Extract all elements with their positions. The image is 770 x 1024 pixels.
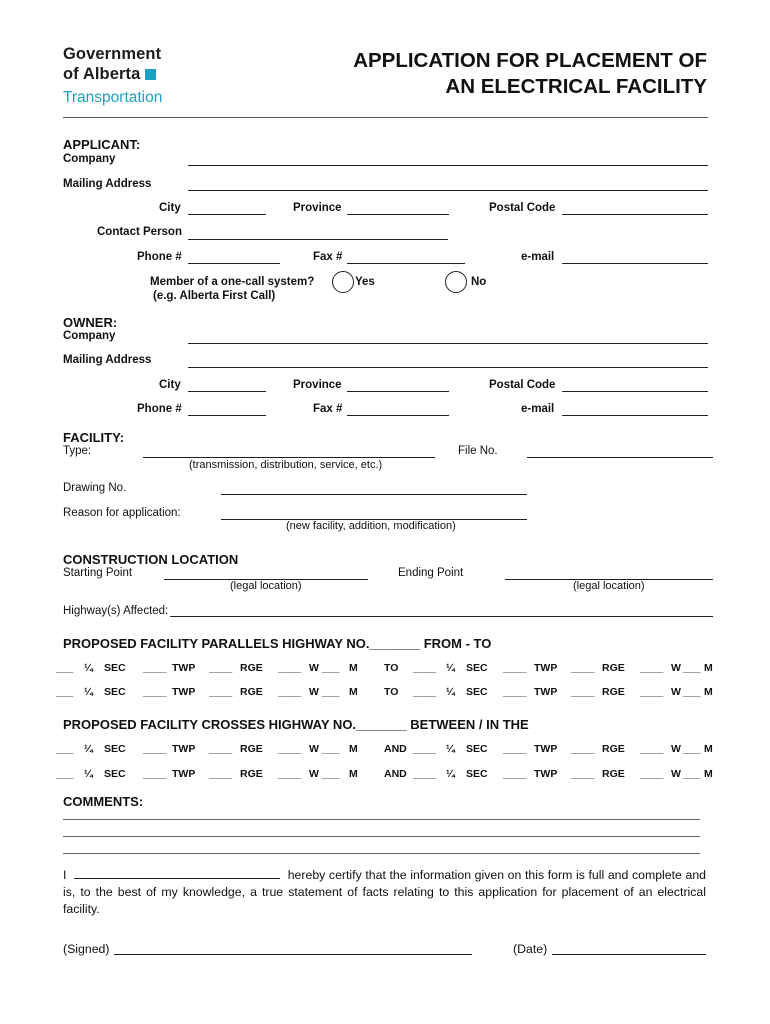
crosses-row-2-m[interactable]: ___ xyxy=(322,768,340,780)
applicant-fax-field[interactable] xyxy=(347,263,465,264)
applicant-phone-label: Phone # xyxy=(137,251,182,263)
applicant-fax-label: Fax # xyxy=(313,251,343,263)
crosses-row-1-sec-label: SEC xyxy=(104,743,126,755)
drawing-no-label: Drawing No. xyxy=(63,482,127,494)
facility-type-hint: (transmission, distribution, service, etc.) xyxy=(189,459,383,471)
parallels-heading: PROPOSED FACILITY PARALLELS HIGHWAY NO._______ FROM - TO xyxy=(63,636,492,651)
crosses-row-2-twp2-label: TWP xyxy=(534,768,558,780)
crosses-row-2-w[interactable]: ____ xyxy=(278,768,302,780)
parallels-row-2-twp[interactable]: ____ xyxy=(143,686,167,698)
crosses-row-1-m2[interactable]: ___ xyxy=(683,743,701,755)
parallels-row-2-twp2[interactable]: ____ xyxy=(503,686,527,698)
parallels-row-1-rge[interactable]: ____ xyxy=(209,662,233,674)
crosses-row-2-twp[interactable]: ____ xyxy=(143,768,167,780)
reason-label: Reason for application: xyxy=(63,507,181,519)
parallels-row-2-rge2[interactable]: ____ xyxy=(571,686,595,698)
yes-label: Yes xyxy=(355,276,375,288)
crosses-row-2-w-label: W xyxy=(309,768,319,780)
comments-line-2[interactable] xyxy=(63,836,700,837)
crosses-row-1-m[interactable]: ___ xyxy=(322,743,340,755)
ending-legal-hint: (legal location) xyxy=(573,580,645,592)
certification-text xyxy=(63,867,706,918)
crosses-row-2-q2[interactable]: ____ xyxy=(413,768,437,780)
certification-name-field[interactable] xyxy=(74,867,280,879)
form-title xyxy=(353,48,707,100)
parallels-row-2-m-label: M xyxy=(349,686,358,698)
parallels-row-1-quarter2: ¼ xyxy=(446,662,455,674)
parallels-row-1-m[interactable]: ___ xyxy=(322,662,340,674)
crosses-row-2-w2[interactable]: ____ xyxy=(640,768,664,780)
one-call-label: Member of a one-call system? xyxy=(150,276,315,288)
parallels-row-1-w[interactable]: ____ xyxy=(278,662,302,674)
crosses-row-1-w2[interactable]: ____ xyxy=(640,743,664,755)
parallels-row-1-rge-label: RGE xyxy=(240,662,263,674)
applicant-province-label: Province xyxy=(293,202,342,214)
parallels-row-1-m-label: M xyxy=(349,662,358,674)
crosses-row-2-rge[interactable]: ____ xyxy=(209,768,233,780)
parallels-row-1-twp2-label: TWP xyxy=(534,662,558,674)
owner-heading: OWNER: xyxy=(63,315,118,330)
parallels-row-2-sec2-label: SEC xyxy=(466,686,488,698)
parallels-row-2-twp-label: TWP xyxy=(172,686,196,698)
owner-email-field[interactable] xyxy=(562,415,708,416)
crosses-row-1-rge2-label: RGE xyxy=(602,743,625,755)
parallels-row-2-m2[interactable]: ___ xyxy=(683,686,701,698)
parallels-row-2-sec-label: SEC xyxy=(104,686,126,698)
crosses-row-1-rge[interactable]: ____ xyxy=(209,743,233,755)
crosses-row-1-twp-label: TWP xyxy=(172,743,196,755)
form-title-line1: APPLICATION FOR PLACEMENT OF xyxy=(353,49,707,72)
parallels-row-2-w2-label: W xyxy=(671,686,681,698)
applicant-postal-label: Postal Code xyxy=(489,202,556,214)
crosses-row-1-rge-label: RGE xyxy=(240,743,263,755)
crosses-row-1-m2-label: M xyxy=(704,743,713,755)
comments-heading: COMMENTS: xyxy=(63,794,144,809)
logo-transportation: Transportation xyxy=(63,89,163,106)
crosses-row-1-quarter: ¼ xyxy=(84,743,93,755)
starting-point-label: Starting Point xyxy=(63,567,133,579)
highways-field[interactable] xyxy=(170,616,713,617)
applicant-postal-field[interactable] xyxy=(562,214,708,215)
date-label: (Date) xyxy=(513,942,548,956)
parallels-row-2-m[interactable]: ___ xyxy=(322,686,340,698)
owner-province-label: Province xyxy=(293,379,342,391)
parallels-row-2-rge[interactable]: ____ xyxy=(209,686,233,698)
parallels-row-2-rge2-label: RGE xyxy=(602,686,625,698)
parallels-row-1-rge2-label: RGE xyxy=(602,662,625,674)
form-title-line2: AN ELECTRICAL FACILITY xyxy=(445,75,707,98)
crosses-row-1-m-label: M xyxy=(349,743,358,755)
parallels-row-1-rge2[interactable]: ____ xyxy=(571,662,595,674)
parallels-row-1-twp2[interactable]: ____ xyxy=(503,662,527,674)
parallels-row-2-m2-label: M xyxy=(704,686,713,698)
starting-legal-hint: (legal location) xyxy=(230,580,302,592)
crosses-row-2-quarter: ¼ xyxy=(84,768,93,780)
drawing-no-field[interactable] xyxy=(221,494,527,495)
parallels-row-2-q2[interactable]: ____ xyxy=(413,686,437,698)
file-no-label: File No. xyxy=(458,445,498,457)
crosses-row-2-sec-label: SEC xyxy=(104,768,126,780)
parallels-row-2-twp2-label: TWP xyxy=(534,686,558,698)
applicant-city-label: City xyxy=(159,202,181,214)
owner-phone-label: Phone # xyxy=(137,403,182,415)
crosses-row-1-q1[interactable]: ___ xyxy=(56,743,74,755)
comments-line-3[interactable] xyxy=(63,853,700,854)
applicant-city-field[interactable] xyxy=(188,214,266,215)
ending-point-label: Ending Point xyxy=(398,567,464,579)
applicant-company-field[interactable] xyxy=(188,165,708,166)
yes-radio[interactable] xyxy=(332,271,354,293)
logo-of-alberta xyxy=(63,64,156,84)
parallels-row-2-w2[interactable]: ____ xyxy=(640,686,664,698)
signed-field[interactable] xyxy=(114,954,472,955)
applicant-email-label: e-mail xyxy=(521,251,555,263)
parallels-row-1-q2[interactable]: ____ xyxy=(413,662,437,674)
parallels-row-2-w[interactable]: ____ xyxy=(278,686,302,698)
file-no-field[interactable] xyxy=(527,457,713,458)
logo-of-alberta-text: of Alberta xyxy=(63,65,141,83)
crosses-row-2-rge2[interactable]: ____ xyxy=(571,768,595,780)
crosses-row-1-w2-label: W xyxy=(671,743,681,755)
crosses-row-2-m-label: M xyxy=(349,768,358,780)
applicant-province-field[interactable] xyxy=(347,214,449,215)
no-label: No xyxy=(471,276,487,288)
owner-phone-field[interactable] xyxy=(188,415,266,416)
owner-mailing-field[interactable] xyxy=(188,367,708,368)
owner-city-label: City xyxy=(159,379,181,391)
owner-company-field[interactable] xyxy=(188,343,708,344)
certification-body: hereby certify that the information given on this form is full and complete and is, to the best of my knowledge, a true statement of facts relating to this application for placement of an electrical facility. xyxy=(63,868,707,916)
owner-postal-label: Postal Code xyxy=(489,379,556,391)
crosses-row-1-conj: AND xyxy=(384,743,407,755)
facility-type-field[interactable] xyxy=(143,457,435,458)
crosses-row-2-q1[interactable]: ___ xyxy=(56,768,74,780)
date-field[interactable] xyxy=(552,954,706,955)
crosses-row-2-quarter2: ¼ xyxy=(446,768,455,780)
facility-type-label: Type: xyxy=(63,445,92,457)
crosses-row-2-m2[interactable]: ___ xyxy=(683,768,701,780)
applicant-mailing-field[interactable] xyxy=(188,190,708,191)
crosses-row-1-q2[interactable]: ____ xyxy=(413,743,437,755)
applicant-heading: APPLICANT: xyxy=(63,137,141,152)
parallels-row-2-w-label: W xyxy=(309,686,319,698)
parallels-row-1-m2-label: M xyxy=(704,662,713,674)
crosses-heading: PROPOSED FACILITY CROSSES HIGHWAY NO._______ BETWEEN / IN THE xyxy=(63,717,529,732)
parallels-row-1-w-label: W xyxy=(309,662,319,674)
crosses-row-2-m2-label: M xyxy=(704,768,713,780)
owner-email-label: e-mail xyxy=(521,403,555,415)
applicant-phone-field[interactable] xyxy=(188,263,280,264)
comments-line-1[interactable] xyxy=(63,819,700,820)
parallels-row-1-w2-label: W xyxy=(671,662,681,674)
crosses-row-2-twp2[interactable]: ____ xyxy=(503,768,527,780)
facility-heading: FACILITY: xyxy=(63,430,125,445)
signed-label: (Signed) xyxy=(63,942,110,956)
applicant-contact-field[interactable] xyxy=(188,239,448,240)
crosses-row-1-w[interactable]: ____ xyxy=(278,743,302,755)
owner-mailing-label: Mailing Address xyxy=(63,354,152,366)
parallels-row-2-q1[interactable]: ___ xyxy=(56,686,74,698)
applicant-mailing-label: Mailing Address xyxy=(63,178,152,190)
parallels-row-1-sec-label: SEC xyxy=(104,662,126,674)
crosses-row-2-sec2-label: SEC xyxy=(466,768,488,780)
parallels-row-1-m2[interactable]: ___ xyxy=(683,662,701,674)
crosses-row-2-conj: AND xyxy=(384,768,407,780)
parallels-row-1-quarter: ¼ xyxy=(84,662,93,674)
parallels-row-2-conj: TO xyxy=(384,686,399,698)
owner-company-label: Company xyxy=(63,330,116,342)
parallels-row-1-twp[interactable]: ____ xyxy=(143,662,167,674)
construction-heading: CONSTRUCTION LOCATION xyxy=(63,552,239,567)
parallels-row-1-conj: TO xyxy=(384,662,399,674)
one-call-example: (e.g. Alberta First Call) xyxy=(153,290,276,302)
crosses-row-1-quarter2: ¼ xyxy=(446,743,455,755)
parallels-row-1-sec2-label: SEC xyxy=(466,662,488,674)
crosses-row-2-twp-label: TWP xyxy=(172,768,196,780)
applicant-email-field[interactable] xyxy=(562,263,708,264)
reason-hint: (new facility, addition, modification) xyxy=(286,520,456,532)
crosses-row-1-sec2-label: SEC xyxy=(466,743,488,755)
crosses-row-1-twp2[interactable]: ____ xyxy=(503,743,527,755)
crosses-row-2-w2-label: W xyxy=(671,768,681,780)
crosses-row-1-rge2[interactable]: ____ xyxy=(571,743,595,755)
parallels-row-2-quarter: ¼ xyxy=(84,686,93,698)
parallels-row-1-twp-label: TWP xyxy=(172,662,196,674)
crosses-row-1-w-label: W xyxy=(309,743,319,755)
crosses-row-1-twp[interactable]: ____ xyxy=(143,743,167,755)
logo-government: Government xyxy=(63,45,162,63)
applicant-contact-label: Contact Person xyxy=(97,226,182,238)
certification-i: I xyxy=(63,868,67,882)
no-radio[interactable] xyxy=(445,271,467,293)
crosses-row-2-rge-label: RGE xyxy=(240,768,263,780)
header-divider xyxy=(63,117,708,118)
applicant-company-label: Company xyxy=(63,153,116,165)
parallels-row-2-rge-label: RGE xyxy=(240,686,263,698)
owner-postal-field[interactable] xyxy=(562,391,708,392)
highways-label: Highway(s) Affected: xyxy=(63,605,169,617)
parallels-row-1-w2[interactable]: ____ xyxy=(640,662,664,674)
crosses-row-2-rge2-label: RGE xyxy=(602,768,625,780)
parallels-row-2-quarter2: ¼ xyxy=(446,686,455,698)
owner-fax-field[interactable] xyxy=(347,415,449,416)
owner-city-field[interactable] xyxy=(188,391,266,392)
owner-province-field[interactable] xyxy=(347,391,449,392)
crosses-row-1-twp2-label: TWP xyxy=(534,743,558,755)
logo-square-icon xyxy=(145,69,156,80)
owner-fax-label: Fax # xyxy=(313,403,343,415)
parallels-row-1-q1[interactable]: ___ xyxy=(56,662,74,674)
